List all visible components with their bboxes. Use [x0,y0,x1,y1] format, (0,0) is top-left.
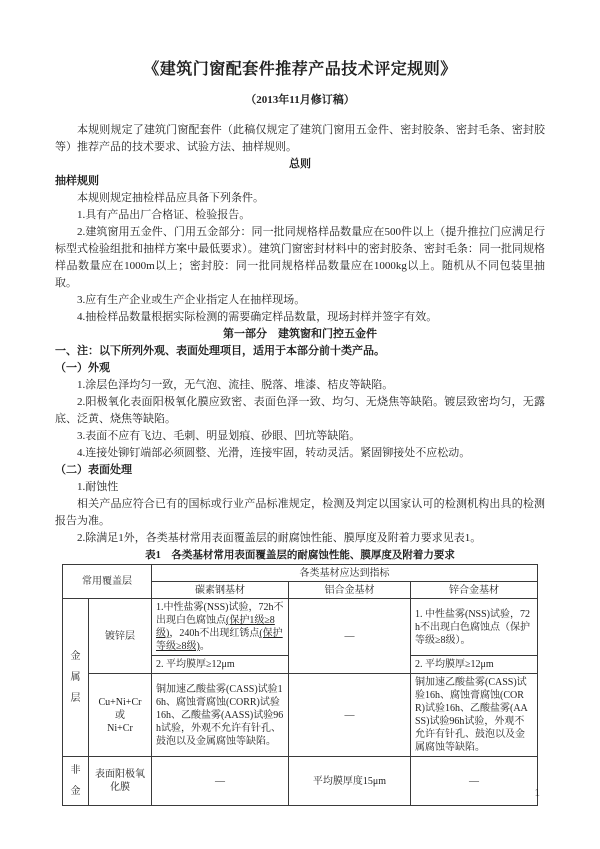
surface-item-1-paragraph: 相关产品应符合已有的国标或行业产品标准规定，检测及判定以国家认可的检测机构出具的检测报告为准。 [55,498,545,527]
carbon-test-underlined-1: (保护1级≥8级) [155,615,275,639]
surface-item-2: 2.除满足1外，各类基材常用表面覆盖层的耐腐蚀性能、膜厚度及附着力要求见表1。 [77,532,482,544]
intro-paragraph: 本规则规定了建筑门窗配套件（此稿仅规定了建筑门窗用五金件、密封胶条、密封毛条、密封胶等）推荐产品的技术要求、试验方法、抽样规则。 [55,124,545,153]
sampling-rules-heading: 抽样规则 [55,175,99,187]
row-label-anodic-film: 表面阳极氧化膜 [88,757,151,806]
header-indicators: 各类基材应达到指标 [151,565,537,582]
cu-ni-cr-line-1: Cu+Ni+Cr [98,696,142,708]
cu-ni-cr-line-2: 或 [114,709,125,721]
sampling-item-2: 2.建筑窗用五金件、门用五金部分：同一批同规格样品数量应在500件以上（提升推拉门应满足行标型式检验组批和抽样方案中最低要求）。建筑门窗密封材料中的密封胶条、密封毛条：同一批同规格样品数量应在1000m以上；密封胶：同一批同规格样品数量应在1000kg以上。随机从不同包装里抽取。 [55,226,545,289]
table1-caption: 表1 各类基材常用表面覆盖层的耐腐蚀性能、膜厚度及附着力要求 [145,550,455,561]
carbon-test-text-end: 。 [199,641,210,652]
cell-anodic-carbon: — [151,757,288,806]
cell-galvanized-zinc-thickness: 2. 平均膜厚≥12μm [410,656,537,674]
row-label-galvanized: 镀锌层 [88,599,151,674]
cell-galvanized-aluminum: — [288,599,410,674]
table-row-anodic [62,757,537,806]
cell-anodic-zinc: — [410,757,537,806]
part1-heading: 第一部分 建筑窗和门控五金件 [223,328,377,340]
table1 [62,564,538,806]
general-rules-heading: 总则 [289,158,311,170]
cell-anodic-aluminum: 平均膜厚度15μm [288,757,410,806]
appearance-item-4: 4.连接处铆钉端部必须圆整、光滑，连接牢固，转动灵活。紧固铆接处不应松动。 [77,447,471,459]
appearance-heading: （一）外观 [55,362,110,374]
header-aluminum-alloy: 铝合金基材 [288,582,410,599]
sampling-item-3: 3.应有生产企业或生产企业指定人在抽样现场。 [77,294,306,306]
header-carbon-steel: 碳素钢基材 [151,582,288,599]
sampling-intro: 本规则规定抽检样品应具备下列条件。 [77,192,264,204]
row-group-nonmetal-layer: 非金 [62,757,88,806]
cell-galvanized-carbon-thickness: 2. 平均膜厚≥12μm [151,656,288,674]
header-covering-layer: 常用覆盖层 [62,565,151,599]
carbon-test-underlined-2: (保护等级≥8级) [155,628,283,652]
cell-plated-zinc: 铜加速乙酸盐雾(CASS)试验16h、腐蚀膏腐蚀(CORR)试验16h、乙酸盐雾(AASS)试验96h试验，外观不允许有针孔、鼓泡以及金属腐蚀等缺陷。 [410,674,537,757]
row-label-cu-ni-cr [88,674,151,757]
header-zinc-alloy: 锌合金基材 [410,582,537,599]
cell-plated-aluminum: — [288,674,410,757]
table-row-galvanized-test [62,599,537,656]
carbon-test-text-mid: ，240h不出现红锈点 [169,628,260,639]
cell-galvanized-carbon-test [151,599,288,656]
page-number: 1 [534,787,540,799]
surface-treatment-heading: （二）表面处理 [55,464,132,476]
cell-galvanized-zinc-test: 1. 中性盐雾(NSS)试验，72h不出现白色腐蚀点（保护等级≥8级）。 [410,599,537,656]
document-subtitle: （2013年11月修订稿） [245,94,355,106]
appearance-item-2: 2.阳极氧化表面阳极氧化膜应致密、表面色泽一致、均匀、无烧焦等缺陷。镀层致密均匀，无露底、泛黄、烧焦等缺陷。 [55,396,545,425]
sampling-item-4: 4.抽检样品数量根据实际检测的需要确定样品数量，现场封样并签字有效。 [77,311,438,323]
document-title: 《建筑门窗配套件推荐产品技术评定规则》 [143,61,457,78]
cell-plated-carbon: 铜加速乙酸盐雾(CASS)试验16h、腐蚀膏腐蚀(CORR)试验16h、乙酸盐雾(AASS)试验96h试验，外观不允许有针孔、鼓泡以及金属腐蚀等缺陷。 [151,674,288,757]
row-group-metal-layer: 金属层 [62,599,88,757]
carbon-test-text: 1.中性盐雾(NSS)试验，72h不出现白色腐蚀点 [155,602,284,626]
surface-item-1: 1.耐蚀性 [77,481,119,493]
appearance-item-3: 3.表面不应有飞边、毛刺、明显划痕、砂眼、凹坑等缺陷。 [77,430,361,442]
table1-header-row-1 [62,565,537,582]
appearance-item-1: 1.涂层色泽均匀一致，无气泡、流挂、脱落、堆漆、桔皮等缺陷。 [77,379,394,391]
table-row-plated [62,674,537,757]
sampling-item-1: 1.具有产品出厂合格证、检验报告。 [77,209,251,221]
part1-note: 一、注：以下所列外观、表面处理项目，适用于本部分前十类产品。 [55,345,385,357]
cu-ni-cr-line-3: Ni+Cr [107,722,133,734]
